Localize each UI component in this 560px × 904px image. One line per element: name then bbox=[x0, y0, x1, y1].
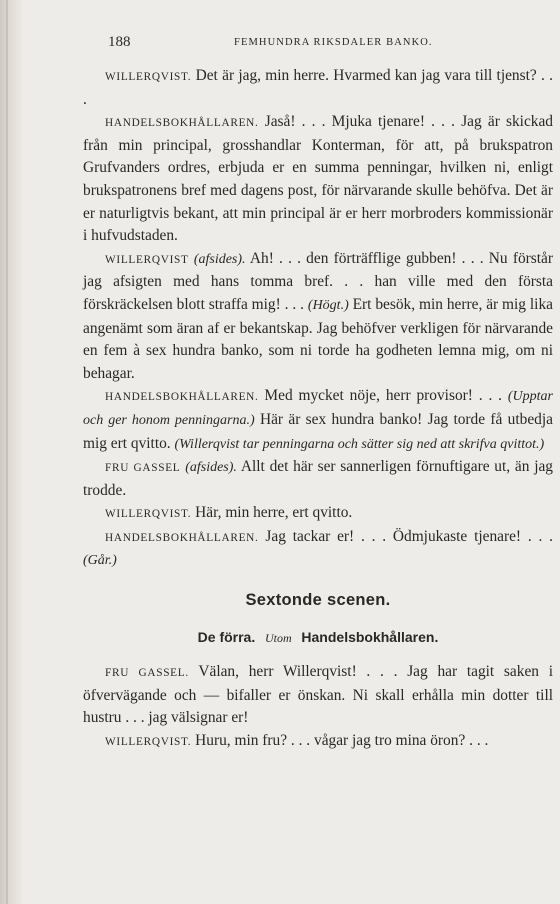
stage-direction: (Willerqvist tar penningarna och sätter sig ned att skrifva qvittot.) bbox=[174, 436, 545, 452]
speaker-name: HANDELSBOKHÅLLAREN. bbox=[105, 391, 259, 404]
speech-text: Det är jag, min herre. Hvarmed kan jag vara till tjenst? . . . bbox=[83, 67, 553, 108]
speech-block bbox=[83, 661, 553, 730]
book-spine-shadow bbox=[0, 0, 22, 904]
speech-text: Välan, herr Willerqvist! . . . Jag har tagit saken i öfvervägande och — bifaller er önskan. Ni skall erhålla min dotter till hustru . . . jag välsignar er! bbox=[83, 663, 553, 727]
speaker-name: WILLERQVIST. bbox=[105, 508, 192, 521]
speech-text: Här är sex hundra banko! Jag torde få utbedja mig ert qvitto. bbox=[83, 410, 553, 452]
stage-direction: (afsides). bbox=[185, 460, 237, 476]
stage-direction: (Går.) bbox=[83, 553, 117, 569]
stage-direction: (Högt.) bbox=[307, 297, 349, 313]
book-page bbox=[22, 0, 560, 904]
speech-block bbox=[83, 111, 553, 248]
speech-block bbox=[83, 502, 553, 526]
stage-direction: (afsides). bbox=[193, 251, 246, 267]
page-header bbox=[84, 34, 532, 56]
speech-text: Ert besök, min herre, är mig lika angenämt som äran af er bekantskap. Jag behöfver verkligen för närvarande en fem à sex hundra banko, som ni torde ha godheten lemna mig, om ni behagar. bbox=[83, 295, 553, 382]
page-body bbox=[83, 65, 553, 754]
cast-except-word: Utom bbox=[264, 630, 292, 645]
speech-block bbox=[83, 385, 553, 456]
cast-line bbox=[83, 626, 553, 650]
speech-text: Jaså! . . . Mjuka tjenare! . . . Jag är skickad från min principal, grosshandlar Konterman, för att, på brukspatron Grufvanders ordres, erbjuda er en summa penningar, hvilken ni, enligt brukspatronens bref med dagens post, för närvarande skulle behöfva. Det är er naturligtvis bekant, att min principal är er herr morbroders kommissionär i hufvudstaden. bbox=[83, 113, 553, 245]
speaker-name: HANDELSBOKHÅLLAREN. bbox=[105, 531, 259, 544]
speech-block bbox=[83, 526, 553, 573]
speaker-name: FRU GASSEL. bbox=[105, 667, 189, 680]
speech-text: Jag tackar er! . . . Ödmjukaste tjenare! . . . bbox=[265, 527, 553, 545]
speaker-name: WILLERQVIST bbox=[105, 253, 189, 266]
speech-text: Huru, min fru? . . . vågar jag tro mina öron? . . . bbox=[195, 732, 489, 750]
speaker-name: FRU GASSEL bbox=[105, 462, 181, 475]
speaker-name: WILLERQVIST. bbox=[105, 736, 192, 749]
cast-absent: Handelsbokhållaren. bbox=[301, 628, 439, 645]
speech-text: Här, min herre, ert qvitto. bbox=[195, 504, 353, 522]
speech-text: Med mycket nöje, herr provisor! . . . bbox=[264, 387, 502, 405]
cast-present: De förra. bbox=[197, 628, 256, 645]
speech-text: Ah! . . . den förträfflige gubben! . . . Nu förstår jag afsigten med hans tomma bref. . . han ville med den första förskräckelsen blott straffa mig! . . . bbox=[83, 249, 553, 313]
speech-block bbox=[83, 456, 553, 502]
page-number: 188 bbox=[108, 34, 131, 50]
speech-block bbox=[83, 248, 553, 386]
speech-block bbox=[83, 730, 553, 754]
scene-title: Sextonde scenen. bbox=[245, 591, 391, 610]
stage-direction: (Upptar och ger honom penningarna.) bbox=[83, 389, 553, 428]
running-title: FEMHUNDRA RIKSDALER BANKO. bbox=[234, 37, 433, 48]
speaker-name: HANDELSBOKHÅLLAREN. bbox=[105, 117, 259, 130]
speech-text: Allt det här ser sannerligen förnuftigare ut, än jag trodde. bbox=[83, 458, 554, 499]
speech-block bbox=[83, 65, 553, 111]
speaker-name: WILLERQVIST. bbox=[105, 71, 192, 83]
